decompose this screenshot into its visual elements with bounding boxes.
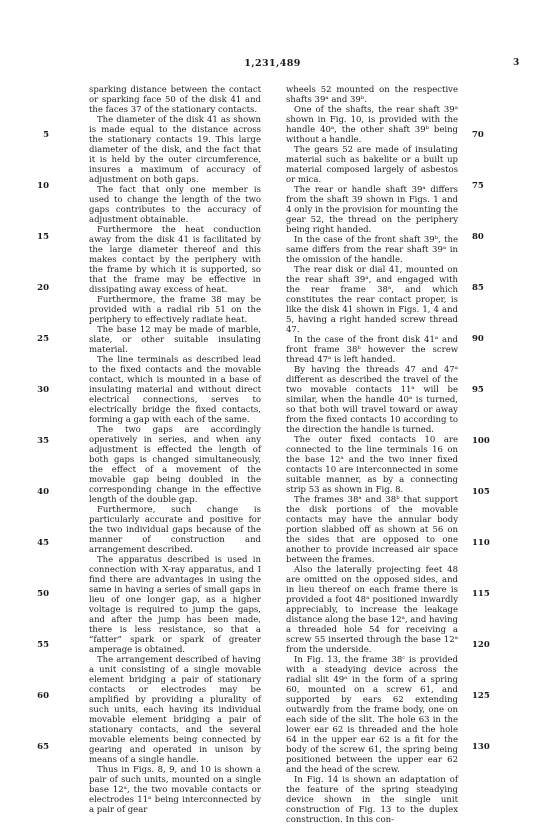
paragraph: Thus in Figs. 8, 9, and 10 is shown a pair of such units, mounted on a single base 12ᵃ, the two movable contacts or electrodes 11ᵃ being interconnected by a pair of gear — [89, 765, 261, 815]
margin-line-number: 45 — [37, 538, 49, 548]
paragraph: wheels 52 mounted on the respective shafts 39ᵃ and 39ᵇ. — [286, 85, 458, 105]
margin-line-number: 20 — [37, 283, 49, 293]
paragraph: sparking distance between the contact or sparking face 50 of the disk 41 and the faces 37 of the stationary contacts. — [89, 85, 261, 115]
margin-line-number: 40 — [37, 487, 49, 497]
margin-line-number: 35 — [37, 436, 49, 446]
margin-line-number: 105 — [472, 487, 490, 497]
paragraph: The apparatus described is used in connection with X-ray apparatus, and I find there are advantages in using the same in having a series of small gaps in lieu of one longer gap, as a higher voltage is required to jump the gaps, and after the jump has been made, there is less resistance, so that a “fatter” spark or spark of greater amperage is obtained. — [89, 555, 261, 655]
paragraph: In the case of the front shaft 39ᵇ, the same differs from the rear shaft 39ᵃ in the omission of the handle. — [286, 235, 458, 265]
paragraph: The rear disk or dial 41, mounted on the rear shaft 39ᵃ, and engaged with the rear frame 38ᵃ, and which constitutes the rear contact proper, is like the disk 41 shown in Figs. 1, 4 and 5, having a right handed screw thread 47. — [286, 265, 458, 335]
margin-line-number: 115 — [472, 589, 490, 599]
margin-line-number: 5 — [43, 130, 49, 140]
margin-line-number: 125 — [472, 691, 490, 701]
paragraph: The line terminals as described lead to the fixed contacts and the movable contact, which is mounted in a base of insulating material and without direct electrical connections, serves to electrically bridge the fixed contacts, forming a gap with each of the same. — [89, 355, 261, 425]
margin-line-number: 80 — [472, 232, 484, 242]
paragraph: The two gaps are accordingly operatively in series, and when any adjustment is effected the length of both gaps is changed simultaneously, the effect of a movement of the movable gap being doubled in the corresponding change in the effective length of the double gap. — [89, 425, 261, 505]
paragraph: The gears 52 are made of insulating material such as bakelite or a built up material composed largely of asbestos or mica. — [286, 145, 458, 185]
paragraph: Furthermore, the frame 38 may be provided with a radial rib 51 on the periphery to effectively radiate heat. — [89, 295, 261, 325]
paragraph: The diameter of the disk 41 as shown is made equal to the distance across the stationary contacts 19. This large diameter of the disk, and the fact that it is held by the outer circumference, insures a maximum of accuracy of adjustment on both gaps. — [89, 115, 261, 185]
paragraph: Furthermore, such change is particularly accurate and positive for the two individual gaps because of the manner of construction and arrangement described. — [89, 505, 261, 555]
margin-line-number: 10 — [37, 181, 49, 191]
margin-line-number: 110 — [472, 538, 490, 548]
paragraph: The arrangement described of having a unit consisting of a single movable element bridging a pair of stationary contacts or electrodes may be amplified by providing a plurality of such units, each having its individual movable element bridging a pair of stationary contacts, and the several movable elements being connected by gearing and operated in unison by means of a single handle. — [89, 655, 261, 765]
margin-line-number: 60 — [37, 691, 49, 701]
margin-line-number: 75 — [472, 181, 484, 191]
margin-line-number: 70 — [472, 130, 484, 140]
margin-line-number: 50 — [37, 589, 49, 599]
margin-line-number: 55 — [37, 640, 49, 650]
right-text-column — [286, 85, 458, 825]
margin-line-number: 65 — [37, 742, 49, 752]
paragraph: The outer fixed contacts 10 are connected to the line terminals 16 on the base 12ᵃ and the two inner fixed contacts 10 are interconnected in some suitable manner, as by a connecting strip 53 as shown in Fig. 8. — [286, 435, 458, 495]
paragraph: The frames 38ᵃ and 38ᵇ that support the disk portions of the movable contacts may have the annular body portion slabbed off as shown at 56 on the sides that are opposed to one another to provide increased air space between the frames. — [286, 495, 458, 565]
page-number: 3 — [513, 58, 520, 68]
patent-number: 1,231,489 — [244, 58, 301, 69]
left-text-column — [89, 85, 261, 815]
paragraph: Also the laterally projecting feet 48 are omitted on the opposed sides, and in lieu thereof on each frame there is provided a foot 48ᵃ positioned inwardly appreciably, to increase the leakage distance along the base 12ᵃ, and having a threaded hole 54 for receiving a screw 55 inserted through the base 12ᵃ from the underside. — [286, 565, 458, 655]
paragraph: The base 12 may be made of marble, slate, or other suitable insulating material. — [89, 325, 261, 355]
margin-line-number: 120 — [472, 640, 490, 650]
margin-line-number: 130 — [472, 742, 490, 752]
paragraph: In Fig. 14 is shown an adaptation of the feature of the spring steadying device shown in the single unit construction of Fig. 13 to the duplex construction. In this con- — [286, 775, 458, 825]
paragraph: One of the shafts, the rear shaft 39ᵃ shown in Fig. 10, is provided with the handle 40ᵃ, the other shaft 39ᵇ being without a handle. — [286, 105, 458, 145]
paragraph: In Fig. 13, the frame 38ᶜ is provided with a steadying device across the radial slit 49ᵃ in the form of a spring 60, mounted on a screw 61, and supported by ears 62 extending outwardly from the frame body, one on each side of the slit. The hole 63 in the lower ear 62 is threaded and the hole 64 in the upper ear 62 is a fit for the body of the screw 61, the spring being positioned between the upper ear 62 and the head of the screw. — [286, 655, 458, 775]
margin-line-number: 25 — [37, 334, 49, 344]
paragraph: The fact that only one member is used to change the length of the two gaps contributes to the accuracy of adjustment obtainable. — [89, 185, 261, 225]
margin-line-number: 90 — [472, 334, 484, 344]
margin-line-number: 15 — [37, 232, 49, 242]
paragraph: In the case of the front disk 41ᵃ and front frame 38ᵇ however the screw thread 47ᵃ is left handed. — [286, 335, 458, 365]
margin-line-number: 95 — [472, 385, 484, 395]
paragraph: Furthermore the heat conduction away from the disk 41 is facilitated by the large diameter thereof and this makes contact by the periphery with the frame by which it is supported, so that the frame may be effective in dissipating away excess of heat. — [89, 225, 261, 295]
margin-line-number: 85 — [472, 283, 484, 293]
margin-line-number: 30 — [37, 385, 49, 395]
margin-line-number: 100 — [472, 436, 490, 446]
paragraph: The rear or handle shaft 39ᵃ differs from the shaft 39 shown in Figs. 1 and 4 only in the provision for mounting the gear 52, the thread on the periphery being right handed. — [286, 185, 458, 235]
paragraph: By having the threads 47 and 47ᵃ different as described the travel of the two movable contacts 11ᵃ will be similar, when the handle 40ᵃ is turned, so that both will travel toward or away from the fixed contacts 10 according to the direction the handle is turned. — [286, 365, 458, 435]
